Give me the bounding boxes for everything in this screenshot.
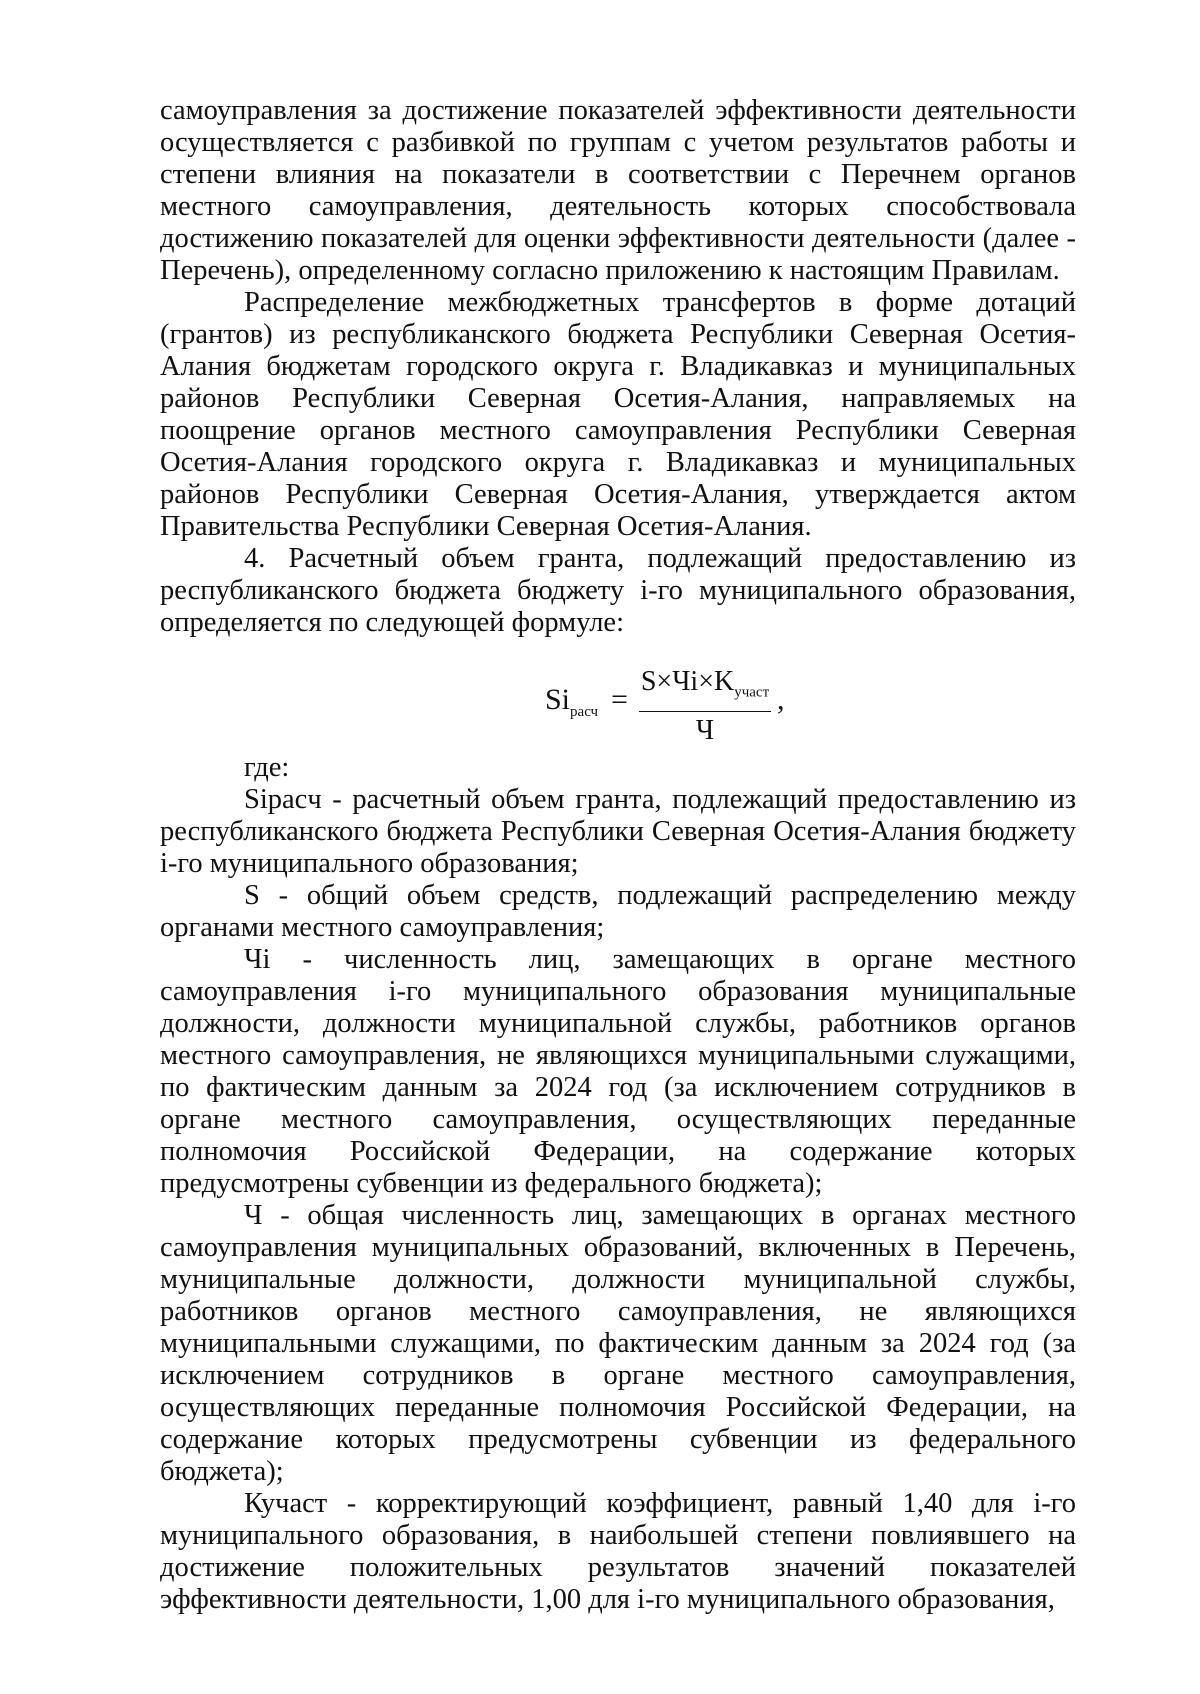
paragraph-distribution: Распределение межбюджетных трансфертов в форме дотаций (грантов) из республиканского бюджета Республики Северная Осетия-Алания бюджетам городского округа г. Владикавказ и муниципальных районов Республики Северная Осетия-Алания, направляемых на поощрение органов местного самоуправления Республики Северная Осетия-Алания городского округа г. Владикавказ и муниципальных районов Республики Северная Осетия-Алания, утверждается актом Правительства Республики Северная Осетия-Алания. bbox=[160, 287, 1076, 542]
formula-denominator: Ч bbox=[695, 714, 715, 746]
paragraph-def-ch: Ч - общая численность лиц, замещающих в органах местного самоуправления муниципальных образований, включенных в Перечень, муниципальные должности, должности муниципальной службы, работников органов местного самоуправления, не являющихся муниципальными служащими, по фактическим данным за 2024 год (за исключением сотрудников в органе местного самоуправления, осуществляющих переданные полномочия Российской Федерации, на содержание которых предусмотрены субвенции из федерального бюджета); bbox=[160, 1200, 1076, 1487]
formula-fraction bbox=[635, 666, 775, 746]
paragraph-item-4: 4. Расчетный объем гранта, подлежащий предоставлению из республиканского бюджета бюджету i-го муниципального образования, определяется по следующей формуле: bbox=[160, 543, 1076, 638]
formula-lhs: $Si_{расч}$ bbox=[545, 683, 599, 720]
document-body-top bbox=[160, 95, 1076, 639]
formula-equals: = bbox=[611, 683, 628, 716]
grant-formula bbox=[545, 666, 805, 756]
paragraph-def-chi: Чi - численность лиц, замещающих в органе местного самоуправления i-го муниципального образования муниципальные должности, должности муниципальной службы, работников органов местного самоуправления, не являющихся муниципальными служащими, по фактическим данным за 2024 год (за исключением сотрудников в органе местного самоуправления, осуществляющих переданные полномочия Российской Федерации, на содержание которых предусмотрены субвенции из федерального бюджета); bbox=[160, 944, 1076, 1199]
paragraph-def-kuchast: Кучаст - корректирующий коэффициент, равный 1,40 для i-го муниципального образования, в наибольшей степени повлиявшего на достижение положительных результатов значений показателей эффективности деятельности, 1,00 для i-го муниципального образования, bbox=[160, 1488, 1076, 1615]
formula-comma: , bbox=[777, 683, 785, 716]
paragraph-def-sipasch: Sipacч - расчетный объем гранта, подлежащий предоставлению из республиканского бюджета Республики Северная Осетия-Алания бюджету i-го муниципального образования; bbox=[160, 784, 1076, 879]
formula-numerator: $S\times Чi\times K_{участ}$ bbox=[640, 666, 770, 701]
paragraph-def-s: S - общий объем средств, подлежащий распределению между органами местного самоуправления; bbox=[160, 880, 1076, 943]
document-body-bottom bbox=[160, 752, 1076, 1616]
paragraph-where: где: bbox=[244, 752, 290, 783]
paragraph-continuation: самоуправления за достижение показателей эффективности деятельности осуществляется с разбивкой по группам с учетом результатов работы и степени влияния на показатели в соответствии с Перечнем органов местного самоуправления, деятельность которых способствовала достижению показателей для оценки эффективности деятельности (далее - Перечень), определенному согласно приложению к настоящим Правилам. bbox=[160, 95, 1076, 286]
fraction-bar bbox=[639, 711, 771, 712]
